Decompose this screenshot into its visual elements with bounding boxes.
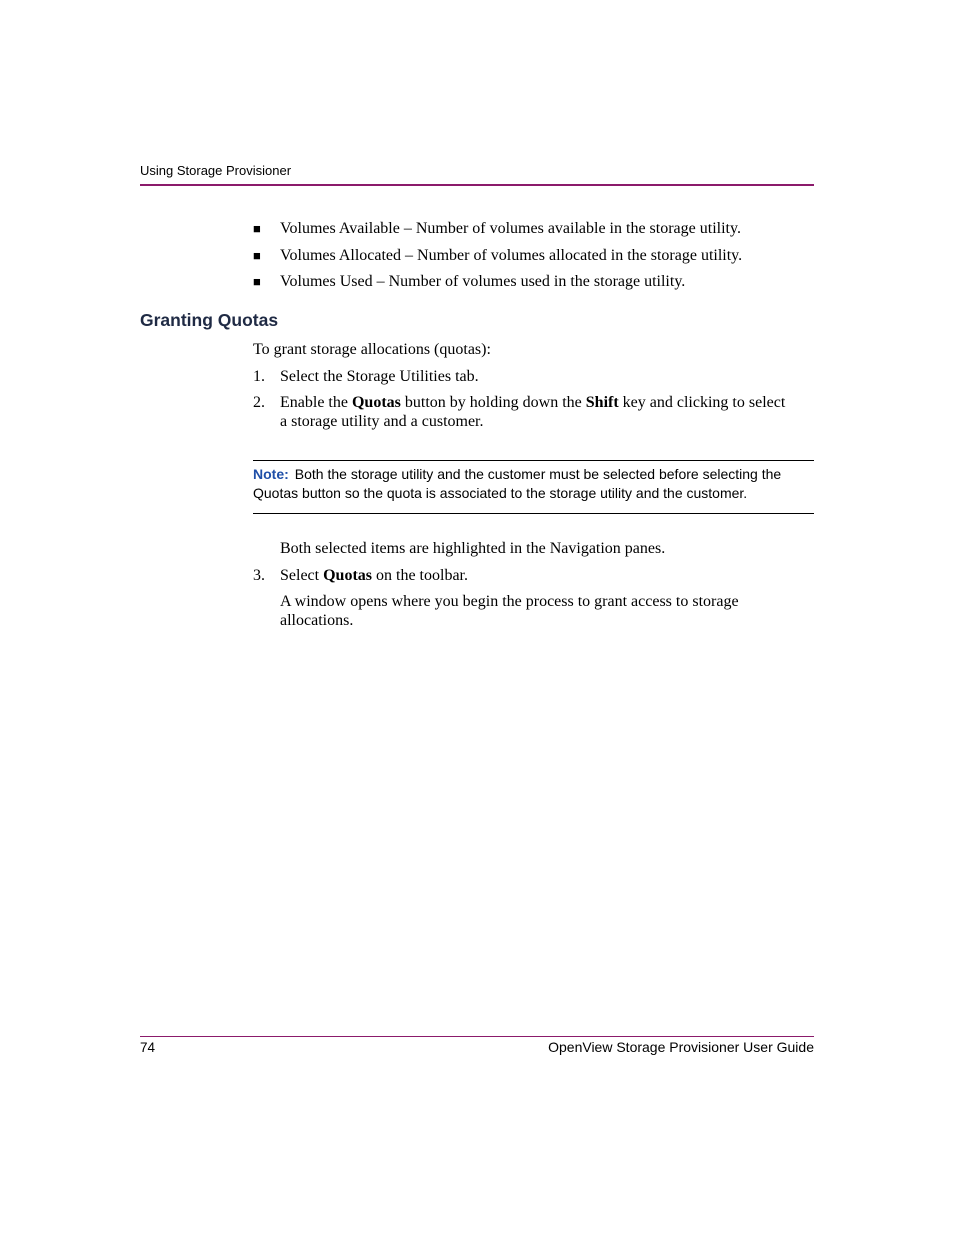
shift-key-term: Shift [585,394,619,411]
footer-rule [140,1036,814,1037]
list-item [253,246,813,266]
text-run: Enable the [280,394,352,411]
guide-title: OpenView Storage Provisioner User Guide [548,1039,814,1055]
intro-text: To grant storage allocations (quotas): [253,341,491,358]
note-box [253,465,809,502]
step-number: 1. [253,368,265,385]
bullet-list [253,219,813,299]
step-1 [253,367,793,386]
bullet-square-icon: ■ [253,221,261,236]
section-heading: Granting Quotas [140,310,279,330]
bullet-square-icon: ■ [253,274,261,289]
note-label: Note: [253,466,289,482]
text-run: button by holding down the [400,394,586,411]
list-item [253,219,813,239]
bullet-text: Volumes Allocated – Number of volumes allocated in the storage utility. [280,246,743,264]
quotas-term: Quotas [351,394,401,411]
step-2 [253,393,793,431]
text-run: on the toolbar. [372,567,468,584]
bullet-square-icon: ■ [253,247,261,263]
highlight-text: Both selected items are highlighted in the Navigation panes. [280,540,666,557]
note-text: Both the storage utility and the customer must be selected before selecting the [294,466,782,482]
page-number: 74 [140,1040,156,1055]
step-number: 3. [253,567,265,584]
running-header: Using Storage Provisioner [140,163,292,178]
step-text: Select the Storage Utilities tab. [280,368,479,385]
list-item [253,272,813,292]
step-number: 2. [253,394,265,411]
note-top-rule [253,460,814,461]
window-text: A window opens where you begin the process to grant access to storage allocations. [280,593,739,629]
text-run: Select [280,567,324,584]
step-text [280,566,468,585]
note-bottom-rule [253,513,814,514]
step-3 [253,566,793,585]
quotas-term: Quotas [253,484,299,501]
text-run: key and clicking to select a storage utility and a customer. [280,394,786,430]
quotas-term: Quotas [323,567,372,584]
bullet-text: Volumes Available – Number of volumes available in the storage utility. [280,220,741,237]
header-rule [140,184,814,186]
bullet-text: Volumes Used – Number of volumes used in the storage utility. [280,273,686,290]
step-text [280,393,793,431]
note-text: button so the quota is associated to the storage utility and the customer. [298,484,748,501]
